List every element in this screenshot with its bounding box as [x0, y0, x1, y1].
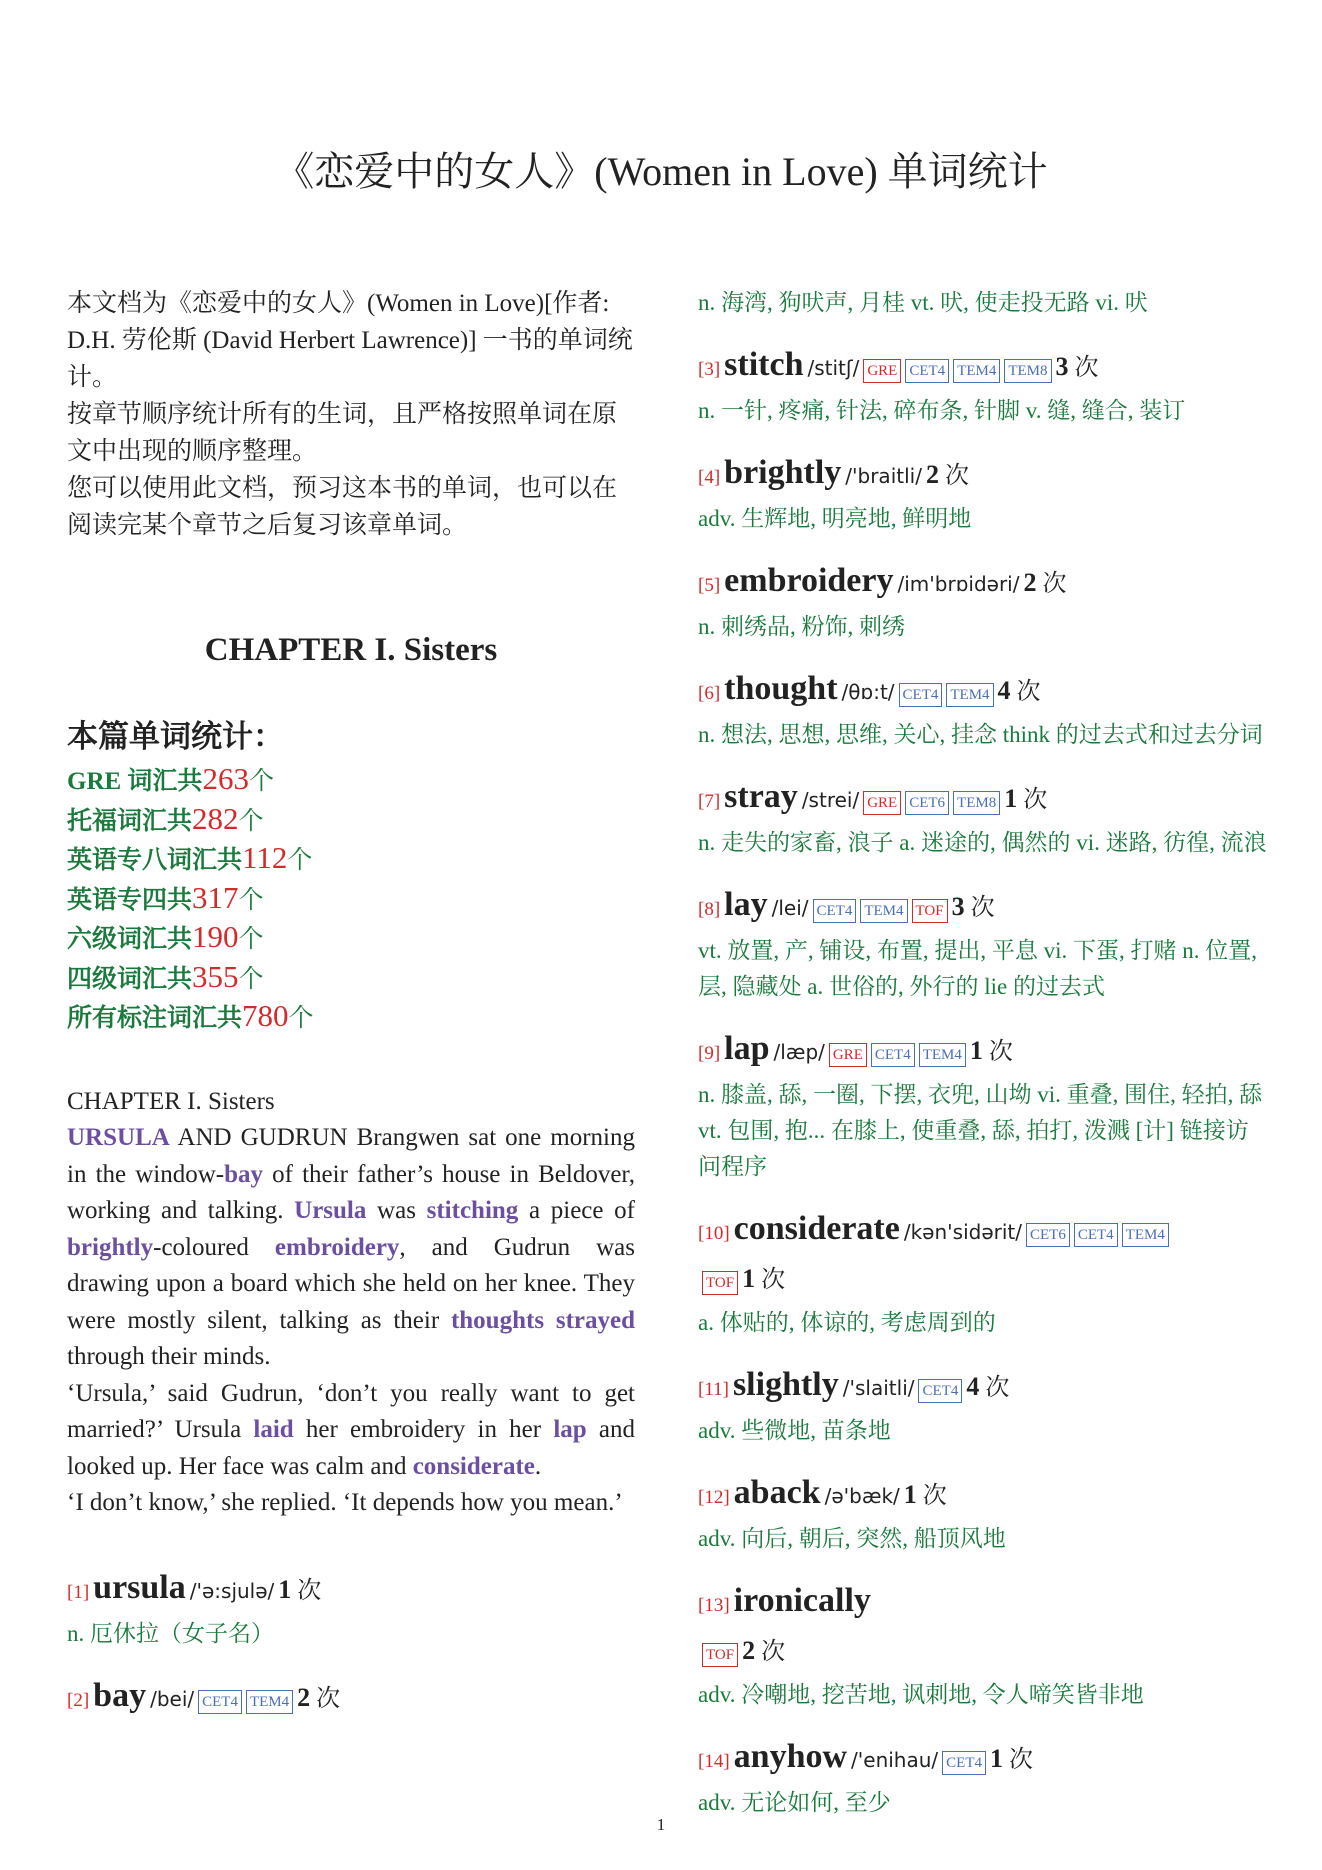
entry-phonetic: /im'brɒidəri/	[897, 572, 1020, 596]
entry-phonetic: /ə'bæk/	[824, 1484, 900, 1508]
entry-phonetic: /kən'sidərit/	[903, 1220, 1022, 1244]
entry-word: lay	[724, 886, 768, 923]
entry-phonetic: /'ə:sjulə/	[189, 1578, 275, 1603]
entry-count	[742, 1264, 786, 1293]
exam-tag: TEM4	[946, 683, 993, 707]
intro-paragraph: 您可以使用此文档，预习这本书的单词，也可以在阅读完某个章节之后复习该章单词。	[67, 475, 618, 539]
exam-tag: CET4	[905, 359, 949, 383]
intro	[67, 285, 635, 544]
entry-phonetic: /strei/	[801, 788, 860, 812]
entry-head	[698, 667, 1270, 717]
exam-tag: TOF	[702, 1643, 738, 1667]
exam-tag: GRE	[863, 791, 901, 815]
passage-paragraph	[67, 1376, 635, 1486]
exam-tag: CET6	[1026, 1223, 1070, 1247]
count-number: 2	[1023, 568, 1037, 597]
entry-definition: vt. 放置, 产, 铺设, 布置, 提出, 平息 vi. 下蛋, 打赌 n. 位置, 层, 隐藏处 a. 世俗的, 外行的 lie 的过去式	[698, 938, 1258, 999]
entry-definition: n. 走失的家畜, 浪子 a. 迷途的, 偶然的 vi. 迷路, 彷徨, 流浪	[698, 830, 1267, 855]
entry-word: slightly	[732, 1366, 839, 1403]
stat-label: 托福词汇共	[67, 807, 193, 835]
word-entry	[698, 775, 1270, 861]
passage-text: of their father’s house in Beldover, working and talking.	[67, 1160, 635, 1224]
entry-definition: adv. 无论如何, 至少	[698, 1790, 891, 1815]
entry-phonetic: /læp/	[773, 1040, 825, 1064]
stat-label: 四级词汇共	[67, 965, 193, 993]
intro-paragraph: 本文档为《恋爱中的女人》(Women in Love)[作者: D.H. 劳伦斯 (David Herbert Lawrence)] 一书的单词统计。	[67, 290, 633, 391]
word-entry	[698, 285, 1270, 321]
passage-paragraph: ‘I don’t know,’ she replied. ‘It depends how you mean.’	[67, 1489, 623, 1516]
count-number: 1	[742, 1264, 756, 1293]
entry-definition: adv. 生辉地, 明亮地, 鲜明地	[698, 506, 972, 531]
highlighted-word: strayed	[555, 1306, 636, 1334]
stats-heading: 本篇单词统计：	[67, 719, 284, 754]
count-number: 3	[951, 892, 965, 921]
exam-tag: CET4	[918, 1379, 962, 1403]
stat-label: 英语专四共	[67, 886, 193, 914]
highlighted-word: embroidery	[274, 1233, 400, 1261]
passage-text: AND GUDRUN Brangwen sat one morning in the window-	[67, 1124, 635, 1188]
entry-index: [2]	[67, 1689, 90, 1711]
exam-tag: CET4	[198, 1690, 242, 1714]
chapter-passage	[67, 1084, 635, 1522]
exam-tag: CET4	[942, 1751, 986, 1775]
chapter-heading: CHAPTER I. Sisters	[204, 632, 498, 668]
stat-item-all	[67, 998, 635, 1038]
word-entry	[698, 883, 1270, 1005]
count-unit: 次	[1042, 571, 1067, 597]
entry-word: anyhow	[733, 1738, 848, 1775]
word-entry	[67, 1674, 635, 1724]
right-word-entries	[698, 285, 1270, 1821]
exam-tag: TEM8	[1004, 359, 1051, 383]
entry-phonetic: /'slaitli/	[842, 1376, 915, 1400]
count-unit: 次	[1074, 355, 1099, 381]
stat-unit: 个	[287, 847, 313, 874]
stat-item-toefl	[67, 801, 635, 841]
stat-item-tem4	[67, 880, 635, 920]
exam-tag: CET4	[813, 899, 857, 923]
count-unit: 次	[761, 1267, 786, 1293]
word-entry	[67, 1566, 635, 1652]
entry-count	[990, 1744, 1033, 1773]
left-word-entries	[67, 1566, 635, 1724]
exam-tag: TEM4	[860, 899, 907, 923]
highlighted-word: lap	[553, 1416, 587, 1443]
passage-paragraph	[67, 1120, 635, 1376]
entry-count	[951, 892, 995, 921]
entry-phonetic: /θɒ:t/	[841, 680, 895, 704]
passage-text: -coloured	[153, 1233, 275, 1261]
stat-count: 355	[192, 958, 239, 994]
word-entry	[698, 451, 1270, 537]
word-entry	[698, 1471, 1270, 1557]
entry-head	[698, 1027, 1270, 1077]
entry-definition: a. 体贴的, 体谅的, 考虑周到的	[698, 1310, 996, 1335]
entry-phonetic: /'braitli/	[845, 464, 922, 488]
entry-word: brightly	[724, 454, 842, 491]
entry-head	[698, 775, 1270, 825]
exam-tag: TEM8	[953, 791, 1000, 815]
word-entry	[698, 1027, 1270, 1185]
count-number: 3	[1055, 352, 1069, 381]
entry-count	[969, 1036, 1013, 1065]
entry-index: [7]	[698, 791, 721, 812]
exam-tag: CET4	[871, 1043, 915, 1067]
count-number: 2	[925, 460, 939, 489]
word-entry	[698, 1363, 1270, 1449]
highlighted-word: bay	[224, 1160, 264, 1188]
count-unit: 次	[1009, 1747, 1033, 1773]
exam-tag: TOF	[702, 1271, 738, 1295]
count-unit: 次	[922, 1483, 947, 1509]
highlighted-word: considerate	[412, 1452, 535, 1480]
entry-word: embroidery	[724, 562, 894, 599]
stat-count: 263	[202, 761, 249, 796]
count-number: 1	[969, 1036, 983, 1065]
passage-text: ‘Ursula,’ said Gudrun, ‘don’t you really want to get married?’ Ursula	[67, 1379, 635, 1443]
entry-word: stitch	[724, 346, 804, 383]
entry-index: [8]	[698, 899, 721, 920]
entry-definition: n. 海湾, 狗吠声, 月桂 vt. 吠, 使走投无路 vi. 吠	[698, 290, 1148, 315]
entry-head	[698, 1735, 1270, 1785]
count-number: 2	[297, 1682, 311, 1712]
passage-text: a piece of	[518, 1197, 636, 1224]
entry-head	[698, 883, 1270, 933]
entry-count	[925, 460, 969, 489]
entry-index: [1]	[67, 1581, 90, 1603]
entry-definition: n. 一针, 疼痛, 针法, 碎布条, 针脚 v. 缝, 缝合, 装订	[698, 398, 1186, 423]
stat-unit: 个	[238, 886, 264, 914]
entry-count	[278, 1574, 322, 1604]
stat-label: 英语专八词汇共	[67, 847, 243, 874]
exam-tag: TEM4	[953, 359, 1000, 383]
stat-unit: 个	[238, 965, 264, 993]
entry-index: [6]	[698, 683, 721, 704]
entry-index: [14]	[698, 1751, 730, 1772]
count-unit: 次	[1023, 787, 1048, 813]
exam-tag: CET4	[899, 683, 943, 707]
entry-head	[67, 1674, 635, 1724]
count-unit: 次	[761, 1639, 786, 1665]
stat-count: 317	[192, 879, 239, 915]
entry-word: considerate	[733, 1210, 900, 1247]
entry-index: [10]	[698, 1223, 730, 1244]
entry-word: aback	[733, 1474, 821, 1511]
right-column	[698, 285, 1270, 1843]
entry-word: ironically	[733, 1582, 871, 1619]
entry-index: [4]	[698, 467, 721, 488]
entry-word: ursula	[93, 1568, 186, 1606]
passage-text: through their minds.	[67, 1343, 271, 1370]
page-title: 《恋爱中的女人》(Women in Love) 单词统计	[274, 149, 1048, 194]
entry-head	[698, 1471, 1270, 1521]
stat-count: 780	[242, 998, 289, 1033]
entry-index: [12]	[698, 1487, 730, 1508]
highlighted-word: laid	[253, 1416, 294, 1443]
entry-word: stray	[724, 778, 798, 815]
stat-unit: 个	[238, 926, 264, 953]
stat-count: 112	[242, 840, 288, 875]
entry-head	[698, 559, 1270, 609]
stat-item-cet4	[67, 959, 635, 999]
exam-tag: GRE	[829, 1043, 867, 1067]
stat-unit: 个	[238, 807, 264, 835]
stat-item-tem8	[67, 840, 635, 880]
highlighted-word: brightly	[67, 1233, 154, 1261]
left-column	[67, 285, 635, 1746]
entry-index: [9]	[698, 1043, 721, 1064]
stat-count: 282	[192, 800, 239, 836]
entry-word: lap	[724, 1030, 770, 1067]
count-number: 4	[966, 1372, 980, 1401]
entry-head	[67, 1566, 635, 1616]
entry-head	[698, 451, 1270, 501]
highlighted-word: Ursula	[294, 1197, 367, 1224]
passage-text: .	[534, 1452, 542, 1480]
entry-index: [13]	[698, 1595, 730, 1616]
word-entry	[698, 667, 1270, 753]
count-unit: 次	[297, 1577, 322, 1604]
entry-head	[698, 1363, 1270, 1413]
passage-text: , and Gudrun was drawing upon a board which she held on her knee. They were mostly silent, talking as their	[67, 1233, 635, 1334]
stat-label: GRE 词汇共	[67, 768, 203, 795]
exam-tag: TEM4	[246, 1690, 293, 1714]
entry-count	[742, 1636, 786, 1665]
count-number: 1	[903, 1480, 917, 1509]
word-entry	[698, 1579, 1270, 1713]
entry-index: [11]	[698, 1379, 729, 1400]
entry-count	[1004, 784, 1048, 813]
entry-phonetic: /'enihau/	[851, 1748, 939, 1772]
stat-item-cet6	[67, 919, 635, 959]
word-entry	[698, 343, 1270, 429]
count-unit: 次	[316, 1685, 341, 1712]
entry-word: bay	[93, 1676, 147, 1714]
exam-tag: CET4	[1074, 1223, 1118, 1247]
stat-count: 190	[192, 919, 239, 954]
stat-label: 六级词汇共	[67, 926, 193, 953]
highlighted-word: stitching	[426, 1197, 519, 1224]
count-number: 1	[990, 1744, 1003, 1773]
intro-paragraph: 按章节顺序统计所有的生词，且严格按照单词在原文中出现的顺序整理。	[67, 401, 618, 465]
stat-item-gre	[67, 761, 635, 801]
entry-count	[297, 1682, 341, 1712]
entry-index: [5]	[698, 575, 721, 596]
passage-text	[544, 1307, 556, 1334]
word-entry	[698, 1735, 1270, 1821]
stats-list	[67, 761, 635, 1038]
page-number: 1	[656, 1815, 666, 1834]
entry-head	[698, 1207, 1270, 1305]
stat-unit: 个	[288, 1005, 314, 1032]
passage-text: was	[366, 1197, 427, 1224]
count-number: 1	[1004, 784, 1018, 813]
entry-count	[997, 676, 1041, 705]
entry-definition: n. 厄休拉（女子名）	[67, 1620, 274, 1646]
entry-phonetic: /bei/	[150, 1686, 195, 1711]
passage-title: CHAPTER I. Sisters	[67, 1087, 275, 1115]
exam-tag: GRE	[863, 359, 901, 383]
entry-head	[698, 1579, 1270, 1629]
count-unit: 次	[988, 1039, 1013, 1065]
count-number: 4	[997, 676, 1011, 705]
entry-word: thought	[724, 670, 838, 707]
exam-tag: CET6	[905, 791, 949, 815]
count-number: 2	[742, 1636, 756, 1665]
entry-count	[1023, 568, 1067, 597]
stat-unit: 个	[248, 768, 274, 795]
count-unit: 次	[985, 1375, 1010, 1401]
exam-tag: TEM4	[1122, 1223, 1169, 1247]
highlighted-word: thoughts	[450, 1306, 545, 1334]
passage-text: her embroidery in her	[293, 1416, 554, 1443]
word-entry	[698, 559, 1270, 645]
entry-phonetic: /lei/	[771, 896, 809, 920]
count-unit: 次	[944, 463, 969, 489]
entry-definition: adv. 向后, 朝后, 突然, 船顶风地	[698, 1526, 1006, 1551]
entry-head	[698, 343, 1270, 393]
entry-phonetic: /stitʃ/	[807, 356, 860, 380]
entry-head-cont	[698, 1629, 1270, 1677]
highlighted-word: URSULA	[67, 1124, 170, 1151]
exam-tag: TOF	[912, 899, 948, 923]
count-unit: 次	[1016, 679, 1041, 705]
entry-definition: n. 想法, 思想, 思维, 关心, 挂念 think 的过去式和过去分词	[698, 722, 1263, 747]
entry-index: [3]	[698, 359, 721, 380]
entry-count	[1055, 352, 1099, 381]
entry-definition: adv. 些微地, 苗条地	[698, 1418, 891, 1443]
entry-definition: adv. 冷嘲地, 挖苦地, 讽刺地, 令人啼笑皆非地	[698, 1682, 1144, 1707]
exam-tag: TEM4	[919, 1043, 966, 1067]
word-entry	[698, 1207, 1270, 1341]
entry-count	[903, 1480, 947, 1509]
count-number: 1	[278, 1574, 292, 1604]
entry-definition: n. 膝盖, 舔, 一圈, 下摆, 衣兜, 山坳 vi. 重叠, 围住, 轻拍, 舔 vt. 包围, 抱... 在膝上, 使重叠, 舔, 拍打, 泼溅 [计] 链接访问程序	[698, 1082, 1263, 1179]
passage-text: and looked up. Her face was calm and	[67, 1416, 635, 1480]
entry-count	[966, 1372, 1010, 1401]
stat-label: 所有标注词汇共	[67, 1005, 243, 1032]
count-unit: 次	[970, 895, 995, 921]
entry-definition: n. 刺绣品, 粉饰, 刺绣	[698, 614, 905, 639]
